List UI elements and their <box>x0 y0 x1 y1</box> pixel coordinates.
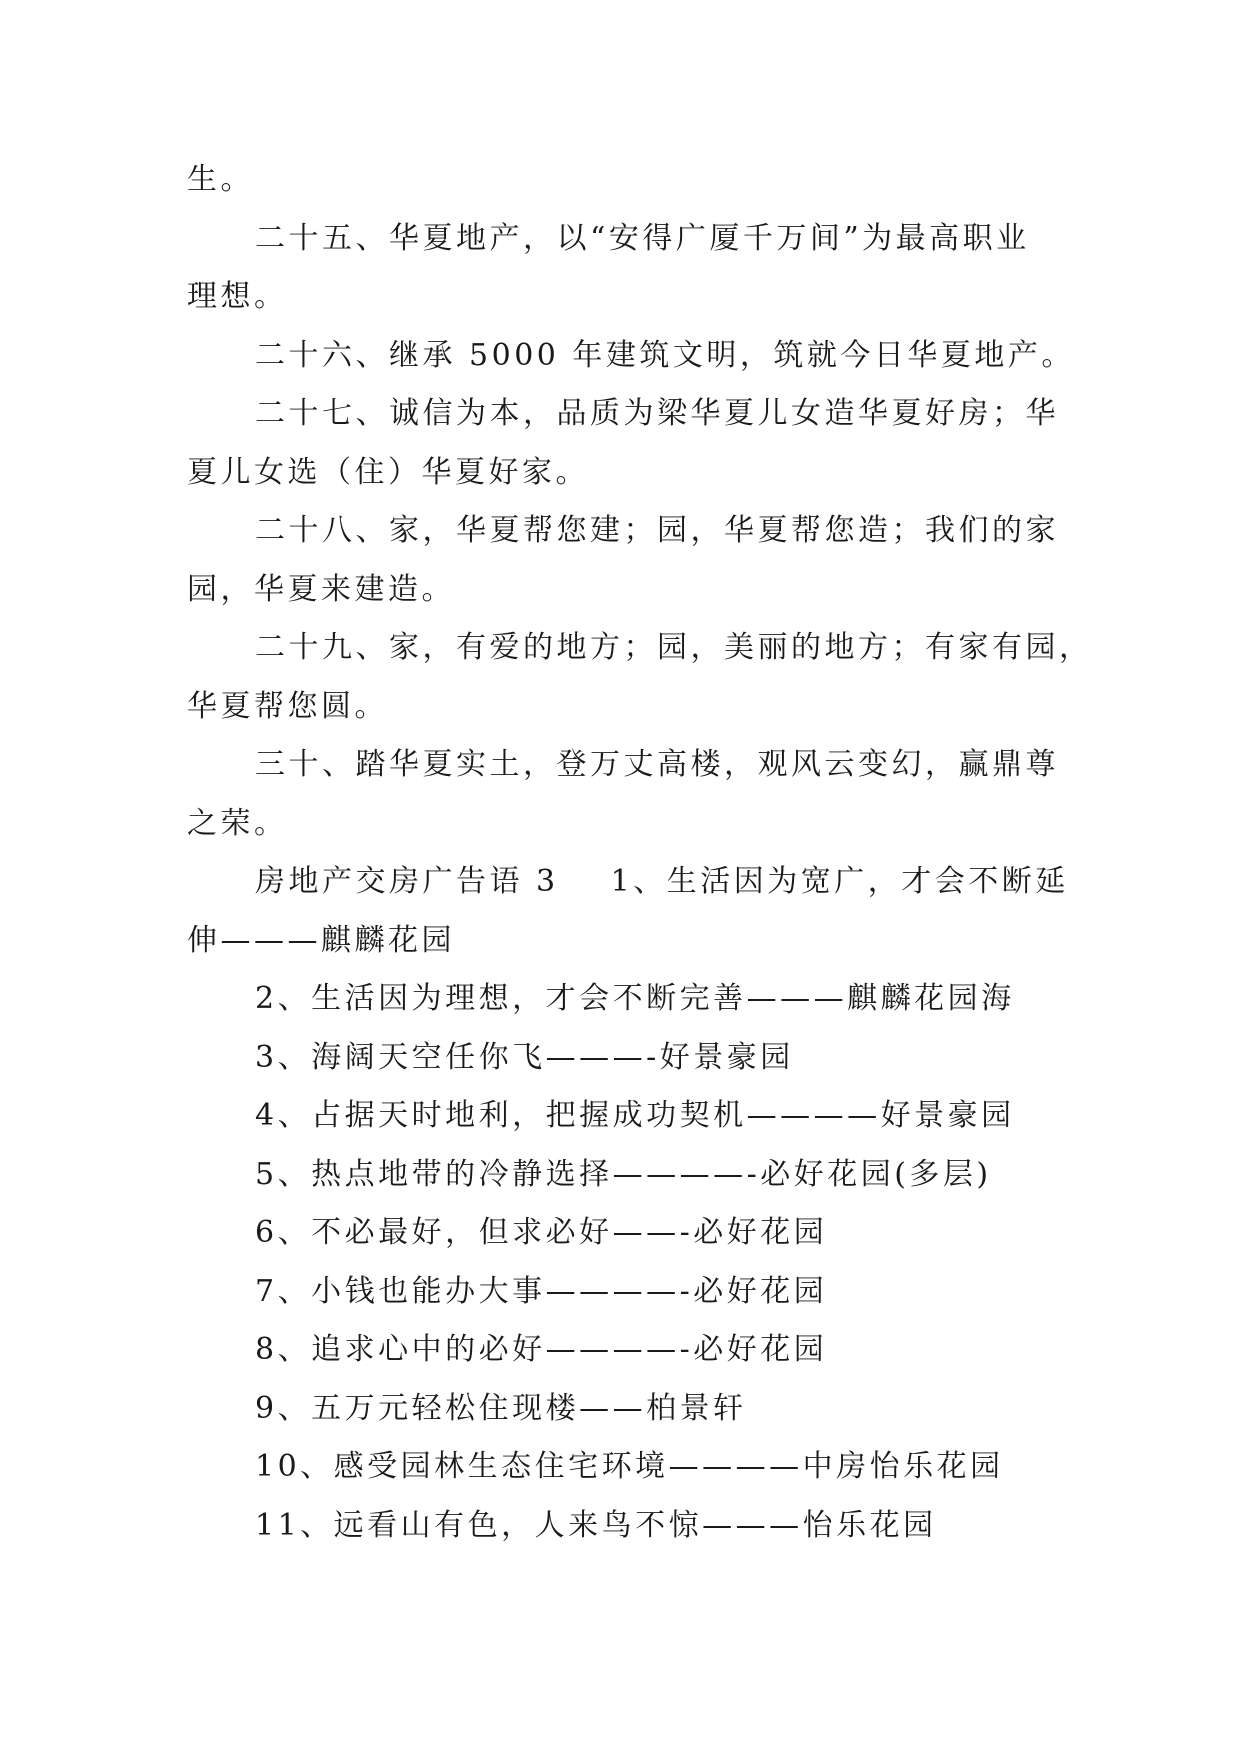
text-line: 二十五、华夏地产，以“安得广厦千万间”为最高职业 <box>255 220 1030 256</box>
text-line: 生。 <box>187 162 254 197</box>
text-line: 园，华夏来建造。 <box>187 571 455 607</box>
text-line: 二十八、家，华夏帮您建；园，华夏帮您造；我们的家 <box>255 513 1059 548</box>
slogan-item: 8、追求心中的必好————-必好花园 <box>255 1332 828 1367</box>
text-line: 之荣。 <box>187 805 288 841</box>
text-line: 伸———麒麟花园 <box>187 922 455 958</box>
slogan-item: 5、热点地带的冷静选择————-必好花园(多层) <box>255 1156 992 1192</box>
slogan-item: 4、占据天时地利，把握成功契机————好景豪园 <box>255 1098 1015 1133</box>
section-heading: 房地产交房广告语 3 <box>255 864 559 899</box>
slogan-item: 11、远看山有色，人来鸟不惊———怡乐花园 <box>255 1507 937 1543</box>
text-line: 夏儿女选（住）华夏好家。 <box>187 454 589 490</box>
text-line: 二十七、诚信为本，品质为梁华夏儿女造华夏好房；华 <box>255 396 1059 431</box>
document-body <box>187 151 1093 1555</box>
text-line: 华夏帮您圆。 <box>187 688 388 724</box>
slogan-item: 1、生活因为宽广，才会不断延 <box>610 864 1069 899</box>
text-line: 二十九、家，有爱的地方；园，美丽的地方；有家有园， <box>255 630 1093 665</box>
slogan-item: 3、海阔天空任你飞———-好景豪园 <box>255 1039 794 1075</box>
section-heading-line <box>187 853 1069 912</box>
slogan-item: 10、感受园林生态住宅环境————中房怡乐花园 <box>255 1449 1004 1484</box>
text-line: 二十六、继承 5000 年建筑文明，筑就今日华夏地产。 <box>255 337 1075 373</box>
slogan-item: 2、生活因为理想，才会不断完善———麒麟花园海 <box>255 981 1015 1016</box>
text-line: 理想。 <box>187 279 288 314</box>
slogan-item: 7、小钱也能办大事————-必好花园 <box>255 1273 828 1309</box>
slogan-item: 9、五万元轻松住现楼——柏景轩 <box>255 1390 747 1426</box>
text-line: 三十、踏华夏实土，登万丈高楼，观风云变幻，赢鼎尊 <box>255 747 1059 782</box>
slogan-item: 6、不必最好，但求必好——-必好花园 <box>255 1215 828 1250</box>
